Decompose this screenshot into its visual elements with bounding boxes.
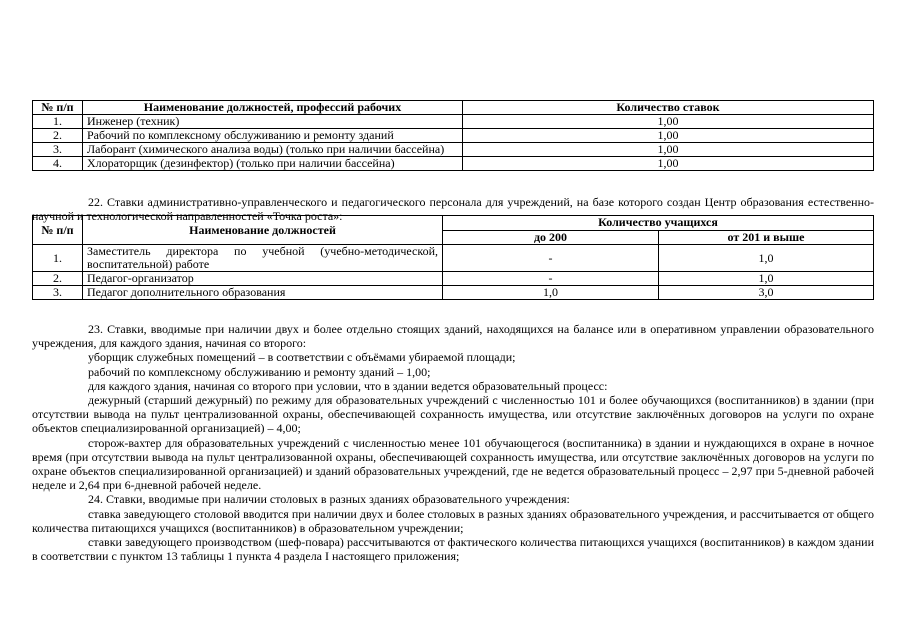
header-number: № п/п [33, 101, 83, 115]
row-rate: 1,00 [463, 143, 874, 157]
center-staff-table [32, 215, 874, 300]
paragraph-23-condition: для каждого здания, начиная со второго при условии, что в здании ведется образовательный процесс: [88, 378, 608, 393]
row-value-large: 3,0 [659, 286, 874, 300]
row-position: Рабочий по комплексному обслуживанию и ремонту зданий [83, 129, 463, 143]
table-header-row [33, 216, 874, 231]
paragraph-24-canteen-head: ставка заведующего столовой вводится при наличии двух и более столовых в разных зданиях образовательного учреждения, и рассчитывается от общего количества питающихся учащихся (воспитанников) в образовательном учреждении; [32, 506, 874, 535]
row-number: 2. [33, 272, 83, 286]
table-row [33, 286, 874, 300]
paragraph-22: 22. Ставки административно-управленческого и педагогического персонала для учреждений, на базе которого создан Центр образования естественно-научной и технологической направленностей «Точка роста»: [32, 195, 874, 224]
header-position: Наименование должностей, профессий рабочих [83, 101, 463, 115]
table-row [33, 272, 874, 286]
table-row [33, 143, 874, 157]
paragraph-23-watchman: сторож-вахтер для образовательных учреждений с численностью менее 101 обучающегося (воспитанника) в здании и нуждающихся в охране в ночное время (при отсутствии вывода на пульт централизованной охраны, обеспечивающей сохранность имущества, или отсутствие заключённых договоров на услуги по охране объектов специализированной организацией) и зданий образовательных учреждений, где не ведется образовательный процесс – 2,97 при 5-дневной рабочей неделе и 2,64 при 6-дневной рабочей неделе. [32, 435, 874, 493]
table-row [33, 115, 874, 129]
row-position: Заместитель директора по учебной (учебно-методической, воспитательной) работе [83, 245, 443, 272]
row-position: Педагог-организатор [83, 272, 443, 286]
row-position: Инженер (техник) [83, 115, 463, 129]
paragraph-23-worker: рабочий по комплексному обслуживанию и ремонту зданий – 1,00; [88, 364, 431, 379]
header-rates: Количество ставок [463, 101, 874, 115]
paragraph-24: 24. Ставки, вводимые при наличии столовых в разных зданиях образовательного учреждения: [88, 492, 570, 507]
row-rate: 1,00 [463, 115, 874, 129]
section-23-24 [32, 322, 874, 563]
row-rate: 1,00 [463, 129, 874, 143]
row-position: Хлораторщик (дезинфектор) (только при наличии бассейна) [83, 157, 463, 171]
row-value-small: - [443, 272, 659, 286]
table-header-row [33, 101, 874, 115]
row-number: 4. [33, 157, 83, 171]
table-row [33, 157, 874, 171]
row-value-large: 1,0 [659, 272, 874, 286]
row-number: 2. [33, 129, 83, 143]
header-number: № п/п [33, 216, 83, 245]
row-number: 3. [33, 143, 83, 157]
header-201-and-more: от 201 и выше [659, 230, 874, 245]
row-value-small: - [443, 245, 659, 272]
table-row [33, 245, 874, 272]
paragraph-23-duty-officer: дежурный (старший дежурный) по режиму для образовательных учреждений с численностью 101 и более обучающихся (воспитанников) в здании (при отсутствии вывода на пульт централизованной охраны, обеспечивающей сохранность имущества, или отсутствие заключённых договоров на услуги по охране объектов специализированной организацией) – 4,00; [32, 393, 874, 436]
row-number: 3. [33, 286, 83, 300]
row-number: 1. [33, 245, 83, 272]
header-up-to-200: до 200 [443, 230, 659, 245]
paragraph-23: 23. Ставки, вводимые при наличии двух и более отдельно стоящих зданий, находящихся на балансе или в оперативном управлении образовательного учреждения, для каждого здания, начиная со второго: [32, 322, 874, 351]
row-position: Лаборант (химического анализа воды) (только при наличии бассейна) [83, 143, 463, 157]
header-students: Количество учащихся [443, 216, 874, 231]
paragraph-24-chef: ставки заведующего производством (шеф-повара) рассчитываются от фактического количества питающихся учащихся (воспитанников) в каждом здании в соответствии с пунктом 13 таблицы 1 пункта 4 раздела I настоящего приложения; [32, 535, 874, 564]
row-position: Педагог дополнительного образования [83, 286, 443, 300]
row-value-small: 1,0 [443, 286, 659, 300]
table-row [33, 129, 874, 143]
row-number: 1. [33, 115, 83, 129]
staff-rates-table [32, 100, 874, 171]
paragraph-23-cleaner: уборщик служебных помещений – в соответствии с объёмами убираемой площади; [88, 350, 516, 365]
row-value-large: 1,0 [659, 245, 874, 272]
header-position: Наименование должностей [83, 216, 443, 245]
row-rate: 1,00 [463, 157, 874, 171]
